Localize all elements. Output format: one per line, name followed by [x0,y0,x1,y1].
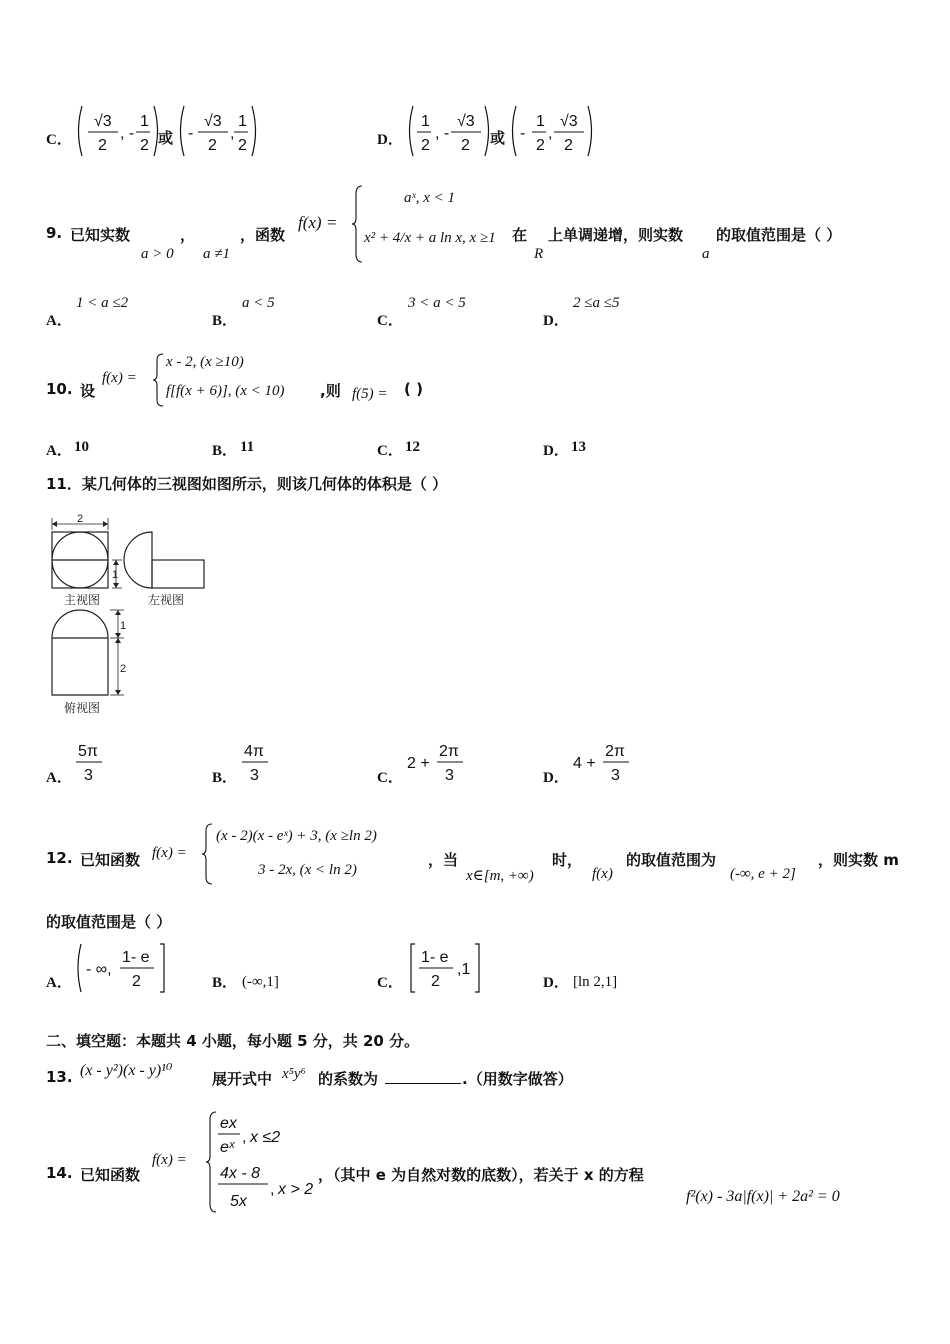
q11-option-a-math [74,738,114,786]
q13-number: 13. [46,1068,73,1086]
q10-case-2: f[f(x + 6)], (x < 10) [166,383,285,399]
q9-text-3: 在 [512,226,528,244]
q11-option-b-math [240,738,280,786]
svg-text:, -: , - [120,125,135,142]
q11-option-d-math [571,738,641,786]
svg-text:, -: , - [435,125,450,142]
svg-text:1- e: 1- e [122,949,150,966]
svg-text:√3: √3 [457,113,475,130]
q10-option-a-value: 10 [74,439,89,455]
svg-text:√3: √3 [94,113,112,130]
svg-text:x > 2: x > 2 [278,1181,314,1198]
q14-piecewise [206,1110,326,1216]
svg-text:4π: 4π [244,743,264,760]
q10-option-c-value: 12 [405,439,420,455]
svg-text:2: 2 [208,137,217,154]
svg-text:,: , [270,1181,275,1198]
q12-case-1: (x - 2)(x - eˣ) + 3, (x ≥ln 2) [216,828,377,844]
svg-text:2π: 2π [605,743,625,760]
q12-line-2: 的取值范围是（ ） [46,913,172,931]
q9-option-a-label: A． [46,313,72,329]
q8-option-d-math [405,102,495,160]
q10-text-2: ,则 [320,382,341,400]
q12-domain: x∈[m, +∞) [466,868,534,884]
q12-text-3: 时， [552,851,583,869]
q12-text-4: 的取值范围为 [626,851,717,869]
q12-option-c-label: C． [377,975,403,991]
q12-number: 12. [46,849,73,867]
top-view-label: 俯视图 [64,701,101,715]
q9-option-d-value: 2 ≤a ≤5 [573,295,620,311]
svg-text:2 +: 2 + [407,755,430,772]
svg-text:4 +: 4 + [573,755,596,772]
svg-text:2: 2 [140,137,149,154]
svg-text:x ≤2: x ≤2 [250,1129,281,1146]
q10-number: 10. [46,380,73,398]
svg-text:2: 2 [431,973,440,990]
q10-option-c-label: C． [377,443,403,459]
svg-text:1: 1 [421,113,430,130]
q10-option-a-label: A． [46,443,72,459]
svg-text:4x - 8: 4x - 8 [220,1165,261,1182]
q11-option-c-label: C． [377,770,403,786]
svg-text:2: 2 [132,973,141,990]
q12-case-2: 3 - 2x, (x < ln 2) [258,862,357,878]
q9-case-1: aˣ, x < 1 [404,190,456,206]
q9-option-d-label: D． [543,313,569,329]
q10-option-d-value: 13 [571,439,586,455]
svg-text:2: 2 [98,137,107,154]
q9-case-2: x² + 4/x + a ln x, x ≥1 [364,230,496,246]
dim-top-label: 2 [77,513,84,525]
q10-case-1: x - 2, (x ≥10) [166,354,244,370]
q12-option-b-value: (-∞,1] [242,974,279,990]
q8-option-c-label: C． [46,132,72,148]
svg-text:3: 3 [445,767,454,784]
q10-function-name: f(x) = [102,370,137,386]
q12-text-5: ，则实数 m [818,851,899,869]
section-heading: 二、填空题：本题共 4 小题，每小题 5 分，共 20 分。 [46,1032,420,1050]
q8-option-d-math2 [508,102,598,160]
q12-function-name: f(x) = [152,845,187,861]
q9-text-5: 的取值范围是（ ） [716,226,842,244]
q14-equation: f²(x) - 3a|f(x)| + 2a² = 0 [686,1188,840,1205]
svg-text:2: 2 [421,137,430,154]
svg-text:1: 1 [140,113,149,130]
q12-fx: f(x) [592,866,613,882]
svg-text:2: 2 [461,137,470,154]
svg-text:,1: ,1 [457,961,471,978]
q13-expression: (x - y²)(x - y)¹⁰ [80,1062,173,1079]
q14-text-1: 已知函数 [80,1166,141,1184]
q9-comma: ， [180,226,196,244]
q14-number: 14. [46,1164,73,1182]
q9-variable-a: a [702,246,710,262]
q14-function-name: f(x) = [152,1152,187,1168]
svg-text:eˣ: eˣ [220,1139,235,1156]
svg-text:- ∞,: - ∞, [86,961,112,978]
q12-brace [202,822,214,886]
q9-cond-2: a ≠1 [203,246,230,262]
svg-text:3: 3 [611,767,620,784]
svg-text:√3: √3 [560,113,578,130]
q9-text-1: 已知实数 [70,226,131,244]
q9-text-2: ，函数 [240,226,286,244]
q9-option-b-value: a < 5 [242,295,275,311]
svg-text:2π: 2π [439,743,459,760]
q13-text-1: 展开式中 [212,1070,273,1088]
q12-option-b-label: B． [212,975,238,991]
q12-text-2: ，当 [428,851,459,869]
q9-option-a-value: 1 < a ≤2 [76,295,129,311]
q9-option-b-label: B． [212,313,238,329]
q11-option-a-label: A． [46,770,72,786]
q8-option-d-label: D． [377,132,403,148]
q10-brace [153,352,165,408]
svg-text:5x: 5x [230,1193,247,1210]
q9-option-c-label: C． [377,313,403,329]
svg-text:1: 1 [536,113,545,130]
svg-text:,: , [242,1129,247,1146]
q14-text-2: ，（其中 e 为自然对数的底数），若关于 x 的方程 [318,1166,644,1184]
q12-option-d-label: D． [543,975,569,991]
q9-function-name: f(x) = [298,213,338,232]
svg-text:-: - [520,125,526,142]
svg-text:3: 3 [84,767,93,784]
q8-option-d-or: 或 [490,129,506,147]
q8-option-c-or: 或 [158,129,174,147]
q9-brace [352,184,364,264]
svg-text:5π: 5π [78,743,98,760]
q12-option-d-value: [ln 2,1] [573,974,618,990]
q9-option-c-value: 3 < a < 5 [408,295,466,311]
left-view-label: 左视图 [148,593,185,607]
q11-option-c-math [405,738,475,786]
q10-text-1: 设 [80,382,96,400]
q13-text-2: 的系数为 [318,1070,379,1088]
svg-text:,: , [548,125,553,142]
q12-text-1: 已知函数 [80,851,141,869]
svg-text:√3: √3 [204,113,222,130]
svg-text:1- e: 1- e [421,949,449,966]
q13-text-3: .（用数字做答） [462,1070,573,1088]
q10-option-b-label: B． [212,443,238,459]
q12-option-a-math [74,940,174,996]
svg-text:ex: ex [220,1115,237,1132]
q9-cond-1: a > 0 [141,246,174,262]
q13-answer-blank[interactable] [385,1083,461,1084]
q12-option-a-label: A． [46,975,72,991]
svg-text:1: 1 [238,113,247,130]
svg-text:2: 2 [238,137,247,154]
q9-domain-r: R [534,246,544,262]
svg-text:2: 2 [536,137,545,154]
q9-number: 9. [46,224,63,242]
svg-text:,: , [230,125,235,142]
q11-option-d-label: D． [543,770,569,786]
q11-option-b-label: B． [212,770,238,786]
q12-option-c-math [405,940,495,996]
main-view-label: 主视图 [64,593,101,607]
svg-text:3: 3 [250,767,259,784]
q10-option-d-label: D． [543,443,569,459]
dim-plan2-label: 2 [120,663,127,675]
dim-main-label: 1 [112,569,119,581]
q8-option-c-math2 [176,102,276,160]
q10-f5: f(5) = [352,386,388,402]
svg-text:-: - [188,125,194,142]
dim-plan1-label: 1 [120,620,127,632]
svg-text:2: 2 [564,137,573,154]
q13-term: x⁵y⁶ [282,1066,306,1082]
q10-option-b-value: 11 [240,439,255,455]
q10-blank: ( ) [404,380,423,398]
q12-range: (-∞, e + 2] [730,866,796,882]
q9-text-4: 上单调递增，则实数 [548,226,684,244]
three-view-figure [44,510,224,720]
q11-question: 11．某几何体的三视图如图所示，则该几何体的体积是（ ） [46,475,448,493]
